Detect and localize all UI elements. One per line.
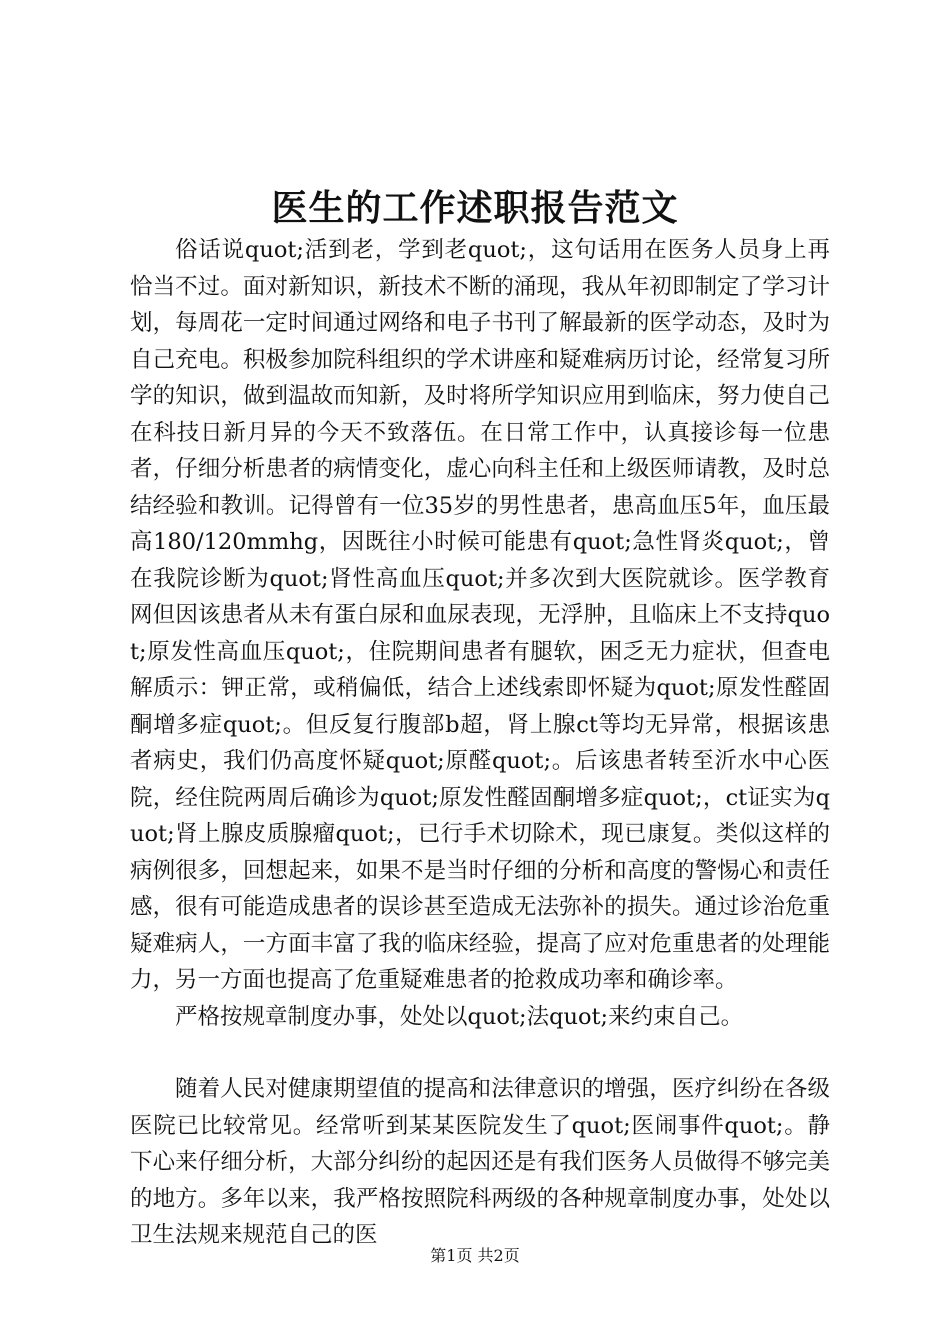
page-number: 第1页 共2页	[430, 1246, 520, 1265]
paragraph-2: 严格按规章制度办事，处处以quot;法quot;来约束自己。	[175, 1003, 744, 1030]
paragraph-3: 随着人民对健康期望值的提高和法律意识的增强，医疗纠纷在各级医院已比较常见。经常听到某某医院发生了quot;医闹事件quot;。静下心来仔细分析，大部分纠纷的起因还是有我们医务人员做得不够完美的地方。多年以来，我严格按照院科两级的各种规章制度办事，处处以卫生法规来规范自己的医	[130, 1076, 830, 1248]
document-body	[130, 232, 830, 1254]
document-title: 医生的工作述职报告范文	[271, 187, 679, 229]
paragraph-1: 俗话说quot;活到老，学到老quot;，这句话用在医务人员身上再恰当不过。面对新知识，新技术不断的涌现，我从年初即制定了学习计划，每周花一定时间通过网络和电子书刊了解最新的医学动态，及时为自己充电。积极参加院科组织的学术讲座和疑难病历讨论，经常复习所学的知识，做到温故而知新，及时将所学知识应用到临床，努力使自己在科技日新月异的今天不致落伍。在日常工作中，认真接诊每一位患者，仔细分析患者的病情变化，虚心向科主任和上级医师请教，及时总结经验和教训。记得曾有一位35岁的男性患者，患高血压5年，血压最高180/120mmhg，因既往小时候可能患有quot;急性肾炎quot;，曾在我院诊断为quot;肾性高血压quot;并多次到大医院就诊。医学教育网但因该患者从未有蛋白尿和血尿表现，无浮肿，且临床上不支持quot;原发性高血压quot;，住院期间患者有腿软，困乏无力症状，但查电解质示：钾正常，或稍偏低，结合上述线索即怀疑为quot;原发性醛固酮增多症quot;。但反复行腹部b超，肾上腺ct等均无异常，根据该患者病史，我们仍高度怀疑quot;原醛quot;。后该患者转至沂水中心医院，经住院两周后确诊为quot;原发性醛固酮增多症quot;，ct证实为quot;肾上腺皮质腺瘤quot;，已行手术切除术，现已康复。类似这样的病例很多，回想起来，如果不是当时仔细的分析和高度的警惕心和责任感，很有可能造成患者的误诊甚至造成无法弥补的损失。通过诊治危重疑难病人，一方面丰富了我的临床经验，提高了应对危重患者的处理能力，另一方面也提高了危重疑难患者的抢救成功率和确诊率。	[130, 237, 830, 993]
